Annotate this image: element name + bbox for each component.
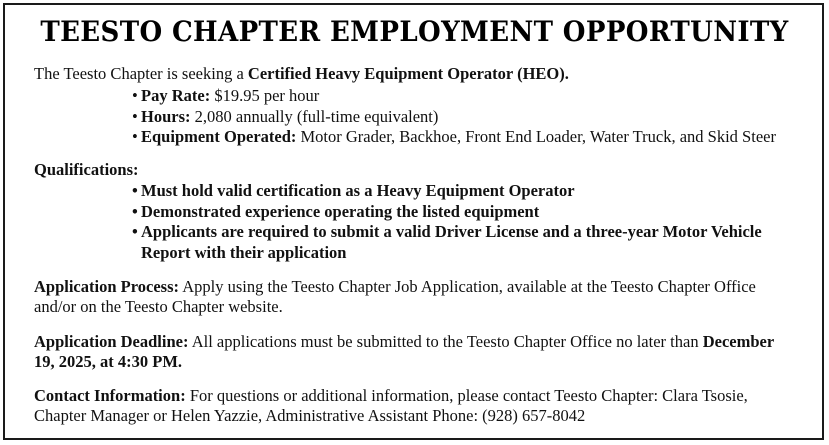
job-details-list — [132, 86, 792, 148]
application-deadline-text: All applications must be submitted to the Teesto Chapter Office no later than — [188, 332, 703, 351]
detail-value: $19.95 per hour — [210, 86, 320, 105]
application-process — [34, 277, 796, 317]
qualification-item: • Demonstrated experience operating the listed equipment — [132, 202, 782, 223]
contact-information — [34, 386, 796, 426]
qualifications-heading: Qualifications: — [34, 160, 139, 179]
contact-text: For questions or additional information, please contact Teesto Chapter: Clara Tsosie, Chapter Manager or Helen Yazzie, Administrative Assistant Phone: (928) 657-8042 — [34, 386, 748, 425]
detail-equipment — [132, 127, 792, 148]
application-process-label: Application Process: — [34, 277, 179, 296]
detail-label: Equipment Operated: — [141, 127, 297, 146]
qualification-item: • Must hold valid certification as a Heavy Equipment Operator — [132, 181, 782, 202]
detail-label: Pay Rate: — [141, 86, 211, 105]
contact-label: Contact Information: — [34, 386, 186, 405]
detail-pay-rate — [132, 86, 792, 107]
application-deadline-date: December 19, 2025, at 4:30 PM. — [34, 332, 774, 371]
notice-title: TEESTO CHAPTER EMPLOYMENT OPPORTUNITY — [40, 15, 789, 48]
detail-hours — [132, 107, 792, 128]
qualifications-list — [132, 181, 782, 263]
detail-value: Motor Grader, Backhoe, Front End Loader, Water Truck, and Skid Steer — [296, 127, 776, 146]
detail-value: 2,080 annually (full-time equivalent) — [190, 106, 439, 126]
detail-label: Hours: — [141, 106, 191, 126]
intro-text: The Teesto Chapter is seeking a — [34, 64, 248, 83]
application-process-text: Apply using the Teesto Chapter Job Application, available at the Teesto Chapter Office and/or on the Teesto Chapter website. — [34, 277, 756, 316]
intro-paragraph — [34, 64, 796, 84]
intro-position: Certified Heavy Equipment Operator (HEO). — [247, 64, 569, 83]
application-deadline — [34, 332, 796, 372]
qualification-item: • Applicants are required to submit a valid Driver License and a three-year Motor Vehicle Report with their application — [132, 222, 782, 263]
application-deadline-label: Application Deadline: — [34, 332, 189, 351]
